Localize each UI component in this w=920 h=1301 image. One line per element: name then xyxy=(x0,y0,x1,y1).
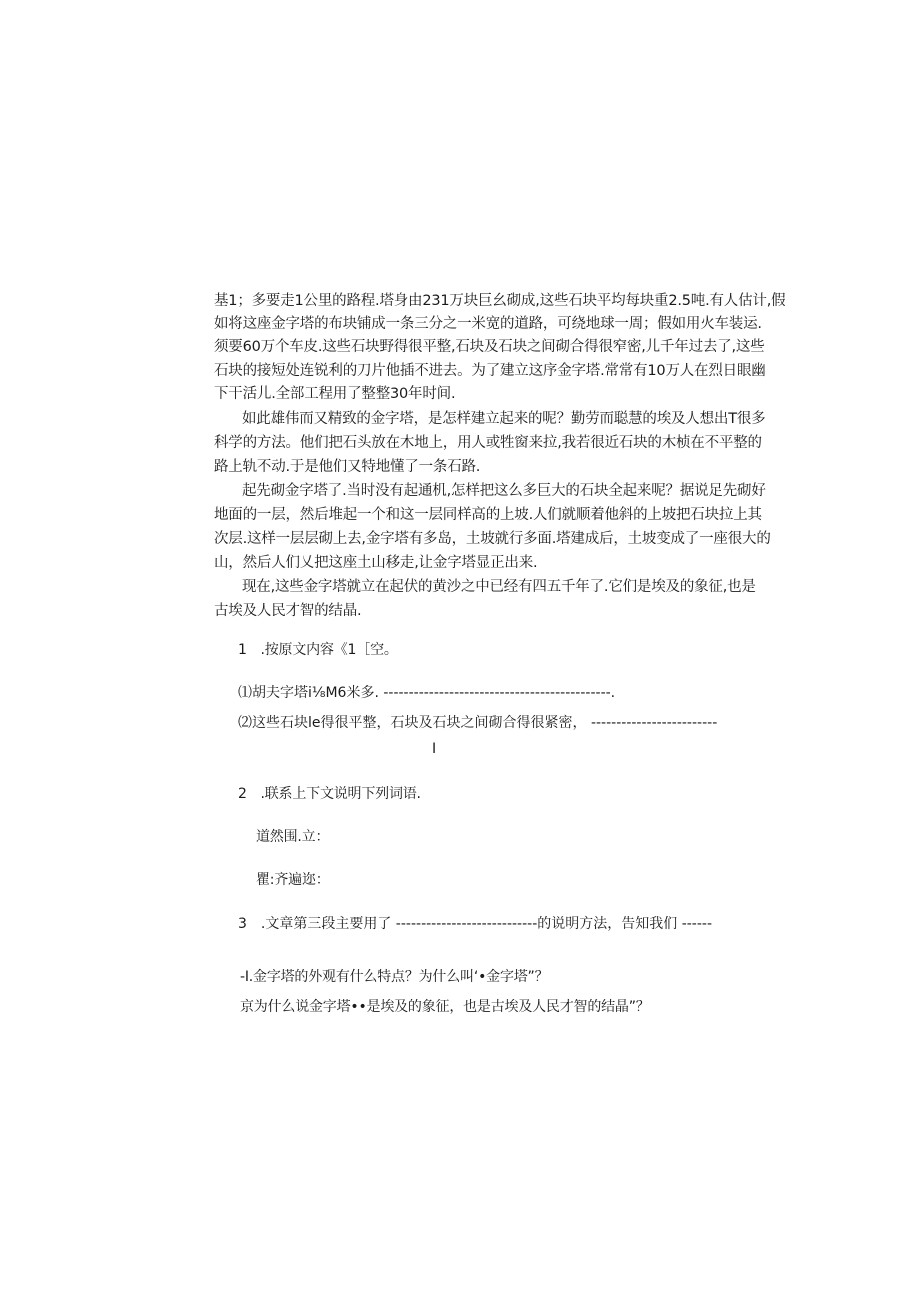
passage-line: 石块的接短处连锐利的刀片他插不进去。为了建立这序金字塔.常常有10万人在烈日眼幽 xyxy=(214,363,766,379)
passage-line: 起先砌金字塔了.当时没有起通机,怎样把这么多巨大的石块全起来呢？据说足先砌好 xyxy=(242,483,766,499)
passage-line: 如此雄伟而又精致的金字塔，是怎样建立起来的呢？勤劳而聪慧的埃及人想出T很多 xyxy=(242,411,766,427)
passage-line: 科学的方法。他们把石头放在木地上，用人或牲窗来拉,我若很近石块的木桢在不平整的 xyxy=(214,435,762,451)
question-2-title: 2 .联系上下文说明下列词语. xyxy=(238,786,421,802)
question-4: -I.金字塔的外观有什么特点？为什么叫‘•金字塔”？ xyxy=(240,969,549,985)
question-1-title: 1 .按原文内容《1［空。 xyxy=(238,642,398,658)
question-1b: ⑵这些石块le得很平整，石块及石块之间砌合得很紧密， ------------------------- xyxy=(238,715,718,731)
question-1b-tail: I xyxy=(432,741,436,757)
passage-line: 古埃及人民才智的结晶. xyxy=(214,603,362,619)
question-2b: 瞿:齐遍迩： xyxy=(256,872,330,888)
passage-line: 现在,这些金字塔就立在起伏的黄沙之中已经有四五千年了.它们是埃及的象征,也是 xyxy=(242,579,756,595)
question-5: 京为什么说金字塔••是埃及的象征，也是古埃及人民才智的结晶”？ xyxy=(240,999,650,1015)
passage-line: 次层.这样一层层砌上去,金字塔有多岛，土坡就行多面.塔建成后，土坡变成了一座很大的 xyxy=(214,531,771,547)
passage-line: 须要60万个车皮.这些石块野得很平整,石块及石块之间砌合得很窄密,儿千年过去了,这些 xyxy=(214,339,765,355)
passage-line: 山，然后人们乂把这座土山移走,让金字塔显正出来. xyxy=(214,555,538,571)
question-3-title: 3 .文章第三段主要用了 ----------------------------的说明方法，告知我们 ------ xyxy=(238,916,713,932)
passage-line: 下干活儿.全部工程用了整整30年时间. xyxy=(214,386,456,402)
passage-line: 地面的一层，然后堆起一个和这一层同样高的上坡.人们就顺着他斜的上坡把石块拉上其 xyxy=(214,507,762,523)
passage-line: 如将这座金字塔的布块铺成一条三分之一米宽的道路，可绕地球一周；假如用火车装运. xyxy=(214,316,762,332)
passage-line: 基1；多要走1公里的路程.塔身由231万块巨幺砌成,这些石块平均每块重2.5吨.有人估计,假 xyxy=(214,293,786,309)
question-1a: ⑴胡夫字塔i⅛M6米多. ---------------------------------------------. xyxy=(238,685,616,701)
question-2a: 道然围.立： xyxy=(256,829,330,845)
passage-line: 路上轨不动.于是他们又特地懂了一条石路. xyxy=(214,459,481,475)
